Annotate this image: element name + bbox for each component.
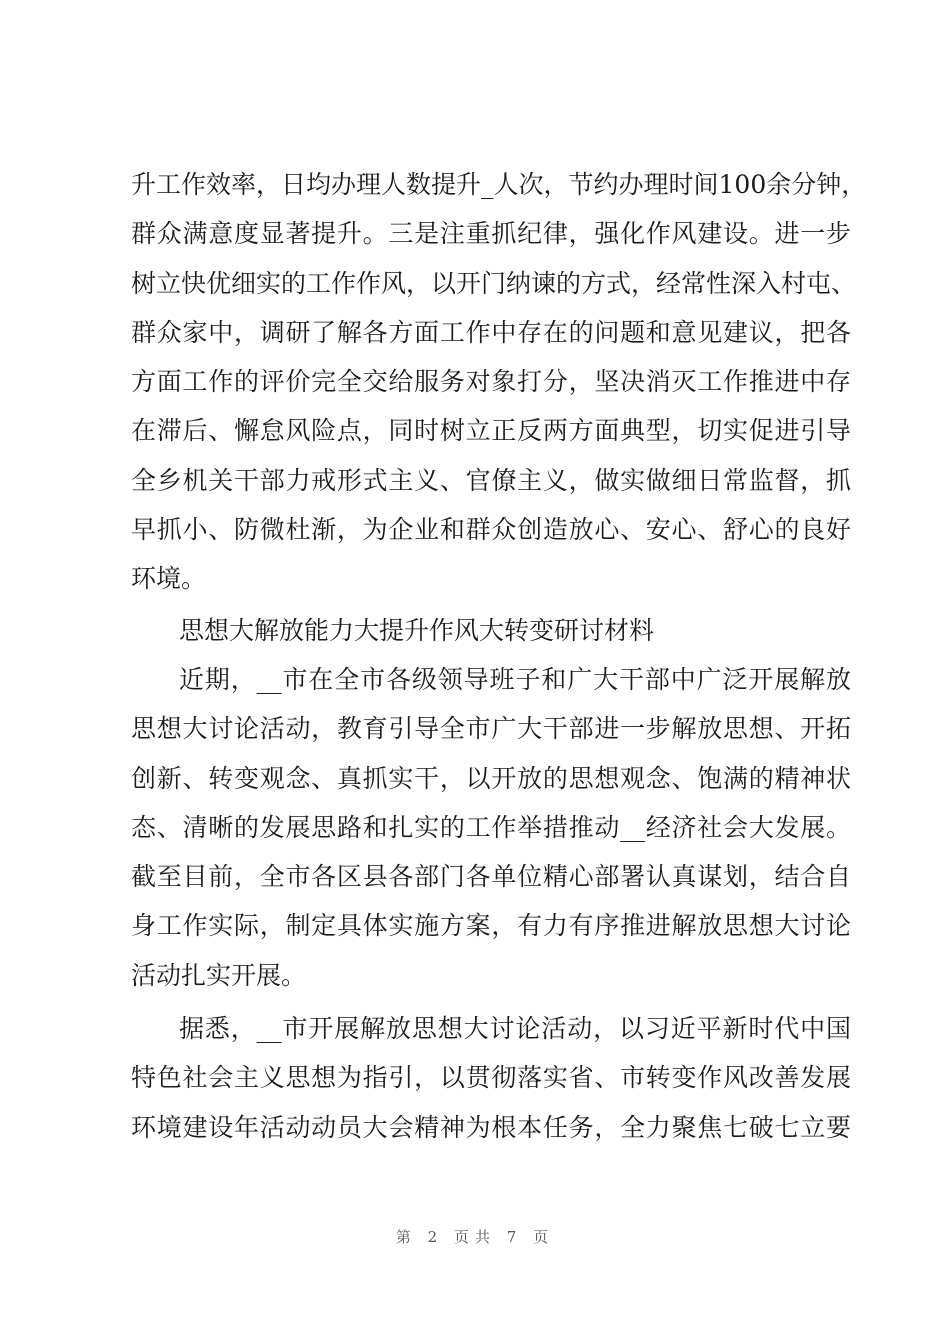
text-line: 群众家中，调研了解各方面工作中存在的问题和意见建议，把各 [131, 317, 851, 347]
text-line: 思想大讨论活动，教育引导全市广大干部进一步解放思想、开拓 [131, 714, 851, 744]
text-line: 树立快优细实的工作作风，以开门纳谏的方式，经常性深入村屯、 [131, 268, 857, 298]
text-line: 群众满意度显著提升。三是注重抓纪律，强化作风建设。进一步 [131, 219, 851, 249]
text-line: 截至目前，全市各区县各部门各单位精心部署认真谋划，结合自 [131, 862, 851, 892]
page-number-footer: 第 2 页共 7 页 [395, 1228, 555, 1246]
text-line: 近期，__市在全市各级领导班子和广大干部中广泛开展解放 [179, 664, 851, 694]
text-line: 全乡机关干部力戒形式主义、官僚主义，做实做细日常监督，抓 [131, 465, 851, 495]
text-line: 据悉，__市开展解放思想大讨论活动，以习近平新时代中国 [179, 1014, 851, 1044]
text-line: 活动扎实开展。 [131, 960, 307, 990]
text-line: 环境。 [131, 564, 207, 594]
text-line: 升工作效率，日均办理人数提升_人次，节约办理时间100余分钟， [131, 170, 867, 199]
text-line: 早抓小、防微杜渐，为企业和群众创造放心、安心、舒心的良好 [131, 515, 851, 545]
text-line: 创新、转变观念、真抓实干，以开放的思想观念、饱满的精神状 [131, 763, 851, 793]
text-line: 方面工作的评价完全交给服务对象打分，坚决消灭工作推进中存 [131, 367, 851, 397]
text-line: 思想大解放能力大提升作风大转变研讨材料 [179, 615, 655, 645]
text-line: 环境建设年活动动员大会精神为根本任务，全力聚焦七破七立要 [131, 1112, 851, 1142]
document-body [131, 160, 867, 1152]
text-line: 身工作实际，制定具体实施方案，有力有序推进解放思想大讨论 [131, 911, 851, 941]
text-line: 态、清晰的发展思路和扎实的工作举措推动__经济社会大发展。 [131, 812, 851, 842]
text-line: 在滞后、懈怠风险点，同时树立正反两方面典型，切实促进引导 [131, 416, 851, 446]
text-line: 特色社会主义思想为指引，以贯彻落实省、市转变作风改善发展 [131, 1063, 851, 1093]
